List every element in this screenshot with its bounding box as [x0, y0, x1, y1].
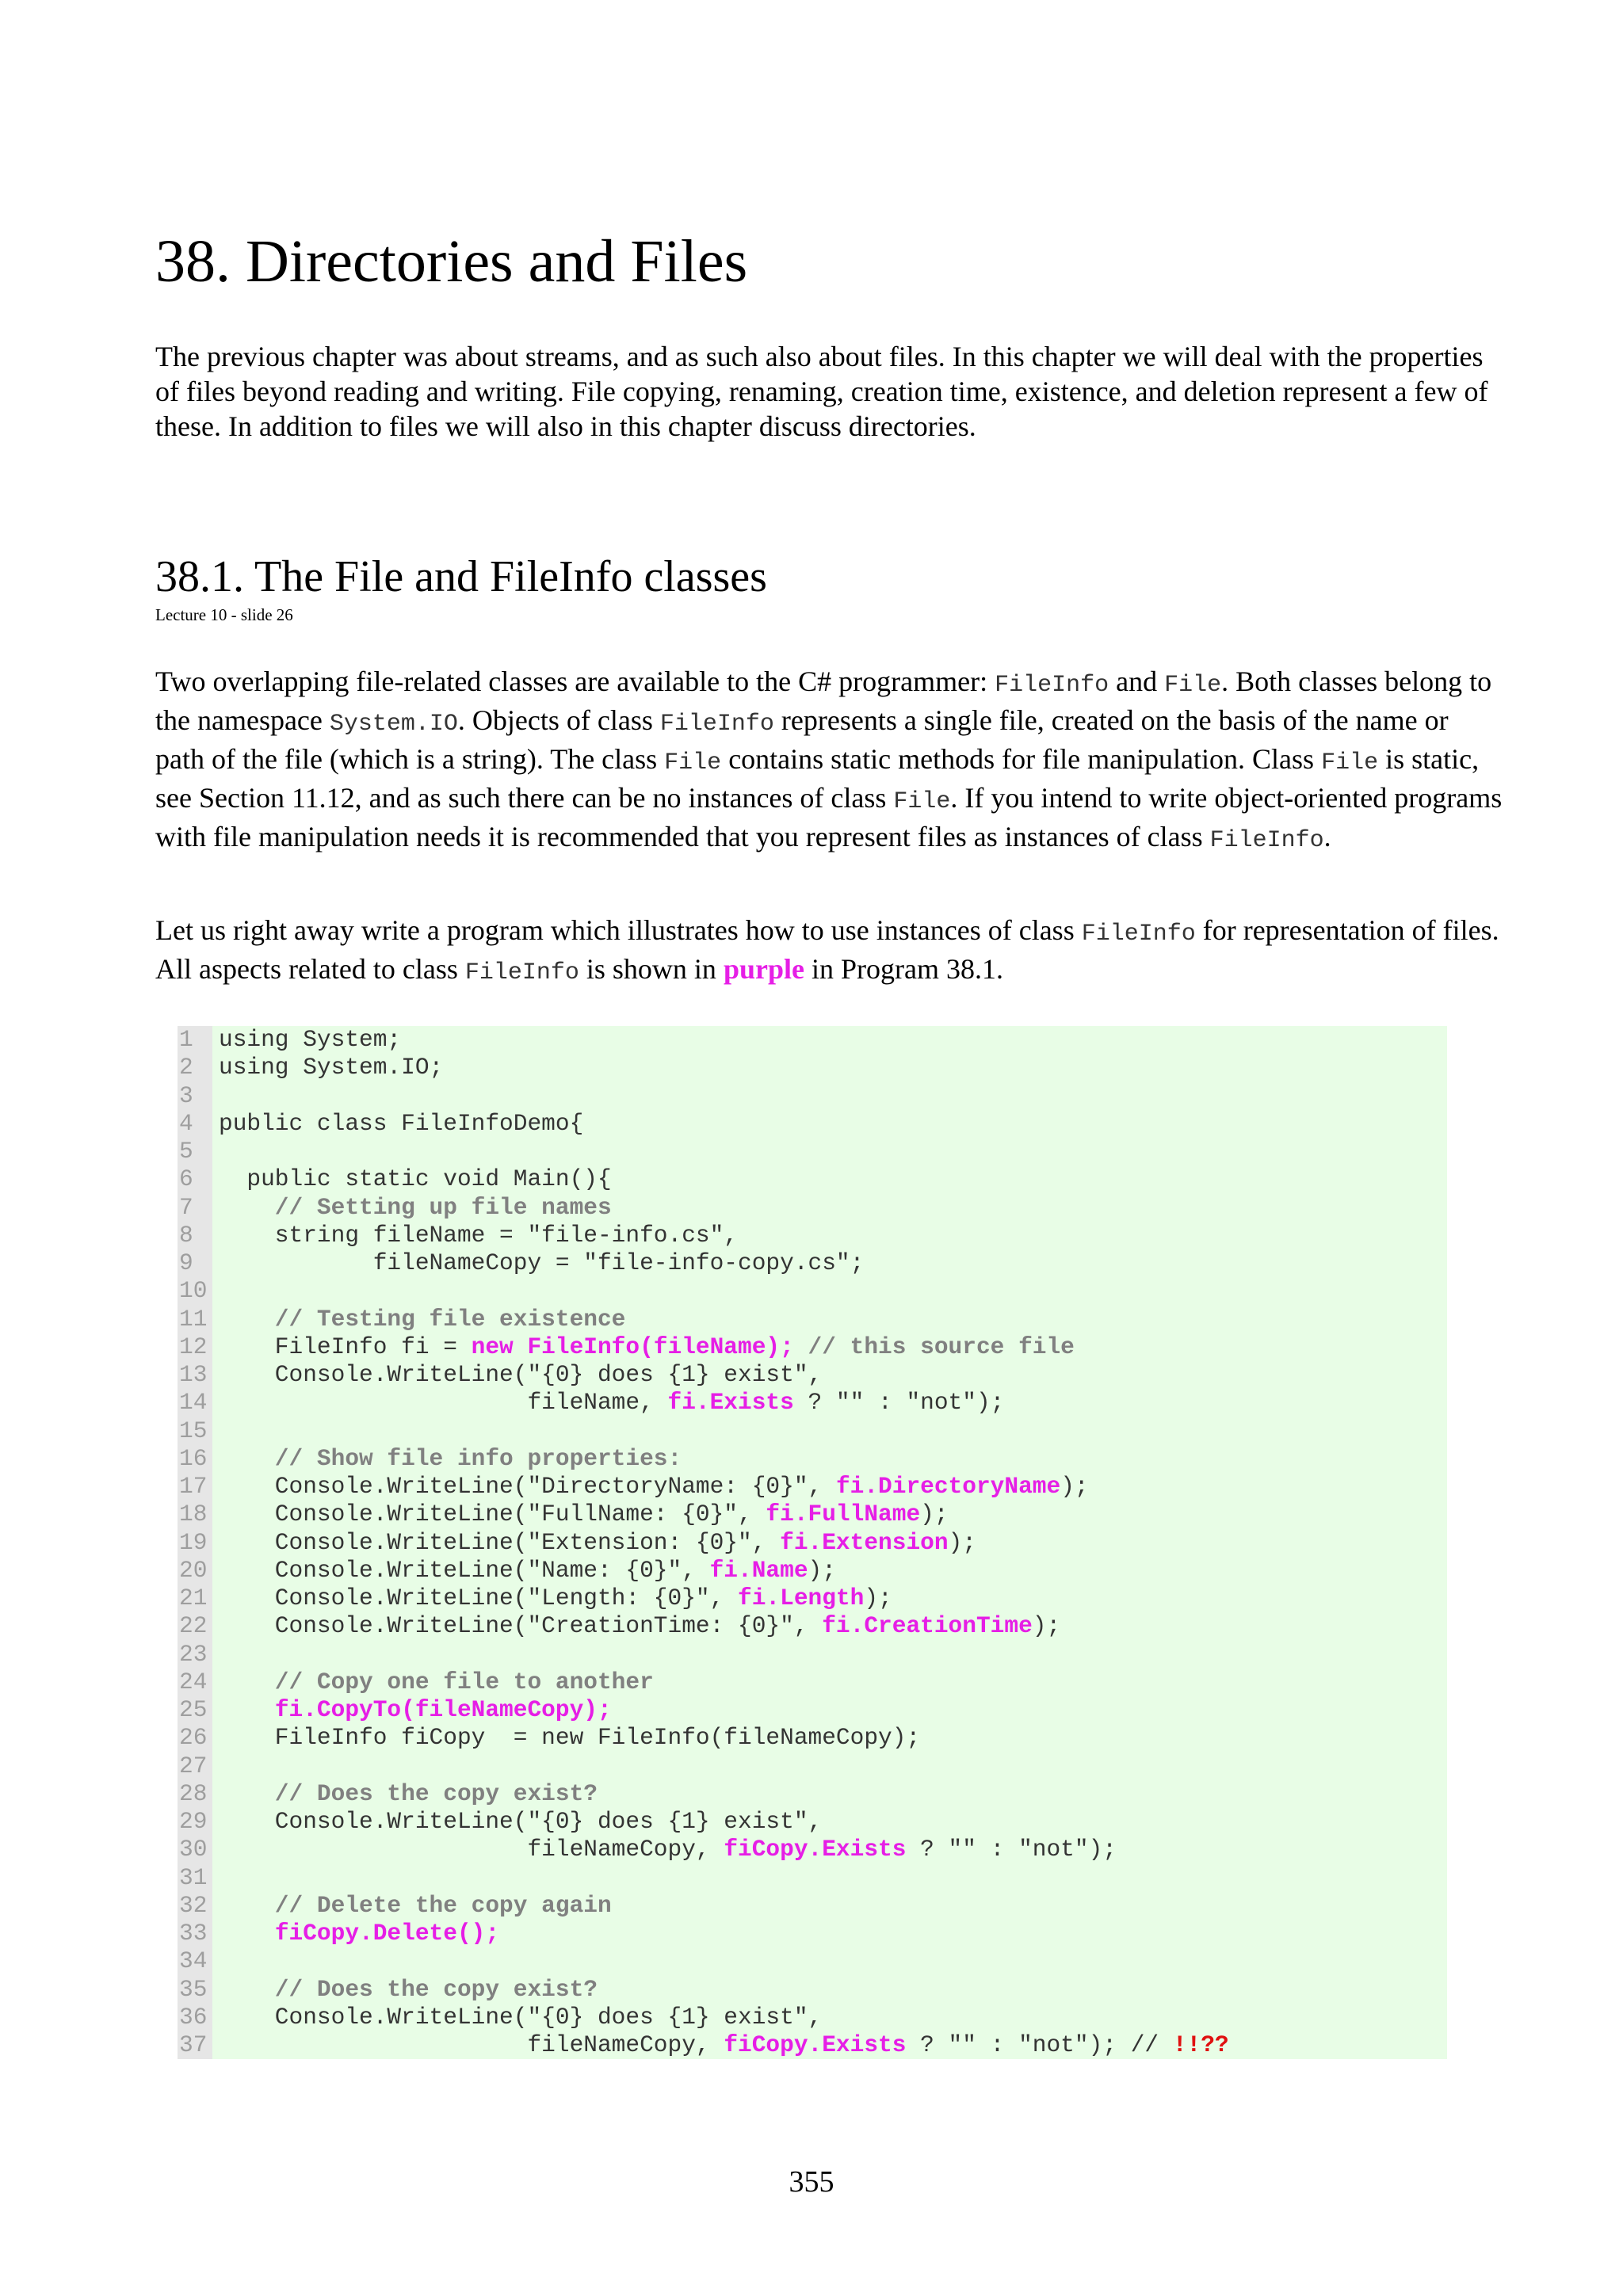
code-comment: // Testing file existence	[219, 1305, 626, 1333]
inline-code: File	[1321, 749, 1379, 776]
code-comment: // Does the copy exist?	[219, 1779, 598, 1807]
inline-code: FileInfo	[995, 672, 1109, 699]
inline-code: System.IO	[329, 711, 458, 738]
inline-code: File	[664, 749, 722, 776]
code-comment: // Setting up file names	[219, 1193, 612, 1221]
inline-code: FileInfo	[1209, 827, 1324, 854]
program-intro-paragraph: Let us right away write a program which illustrates how to use instances of class FileInfo for representation of files. All aspects related to class FileInfo is shown in purple in Program 38.1.	[155, 914, 1499, 986]
inline-code: FileInfo	[659, 711, 774, 738]
section-title: 38.1. The File and FileInfo classes	[155, 552, 767, 601]
inline-code: FileInfo	[1081, 921, 1196, 948]
inline-code: FileInfo	[464, 959, 579, 986]
inline-code: File	[893, 788, 951, 815]
code-comment: // Delete the copy again	[219, 1891, 612, 1919]
code-comment: // Does the copy exist?	[219, 1975, 598, 2003]
inline-code: File	[1164, 672, 1222, 699]
slide-reference: Lecture 10 - slide 26	[155, 605, 293, 624]
page-number: 355	[789, 2165, 834, 2199]
code-listing: 1 using System; 2 using System.IO; 3 4 public class FileInfoDemo{ 5 6 public static void Main(){ 7 // Setting up file names 8 string fileName = "file-info.cs", 9 fileNameCopy = "file-info-copy.cs"; 10 11 // Testing file existence 12 FileInfo fi = new FileInfo(fileName); // this source file 13 Console.WriteLine("{0} does {1} exist", 14 fileName, fi.Exists ? "" : "not"); 15 16 // Show file info properties: 17 Console.WriteLine("DirectoryName: {0}", fi.DirectoryName); 18 Console.WriteLine("FullName: {0}", fi.FullName); 19 Console.WriteLine("Extension: {0}", fi.Extension); 20 Console.WriteLine("Name: {0}", fi.Name); 21 Console.WriteLine("Length: {0}", fi.Length); 22 Console.WriteLine("CreationTime: {0}", fi.CreationTime); 23 24 // Copy one file to another 25 fi.CopyTo(fileNameCopy); 26 FileInfo fiCopy = new FileInfo(fileNameCopy); 27 28 // Does the copy exist? 29 Console.WriteLine("{0} does {1} exist", 30 fileNameCopy, fiCopy.Exists ? "" : "not"); 31 32 // Delete the copy again 33 fiCopy.Delete(); 34 35 // Does the copy exist? 36 Console.WriteLine("{0} does {1} exist", 37 fileNameCopy, fiCopy.Exists ? "" : "not"); // !!??	[178, 1026, 1447, 2059]
code-comment: // Show file info properties:	[219, 1444, 682, 1472]
purple-highlight-word: purple	[723, 953, 804, 985]
chapter-title: 38. Directories and Files	[155, 228, 748, 295]
warning-mark: !!??	[1172, 2031, 1229, 2058]
file-classes-paragraph: Two overlapping file-related classes are available to the C# programmer: FileInfo and File. Both classes belong to the namespace System.IO. Objects of class FileInfo represents a single file, created on the basis of the name or path of the file (which is a string). The class File contains static methods for file manipulation. Class File is static, see Section 11.12, and as such there can be no instances of class File. If you intend to write object-oriented programs with file manipulation needs it is recommended that you represent files as instances of class FileInfo.	[155, 666, 1503, 854]
intro-paragraph: The previous chapter was about streams, and as such also about files. In this chapter we will deal with the properties of files beyond reading and writing. File copying, renaming, creation time, existence, and deletion represent a few of these. In addition to files we will also in this chapter discuss directories.	[155, 341, 1488, 442]
code-comment: // Copy one file to another	[219, 1668, 654, 1695]
